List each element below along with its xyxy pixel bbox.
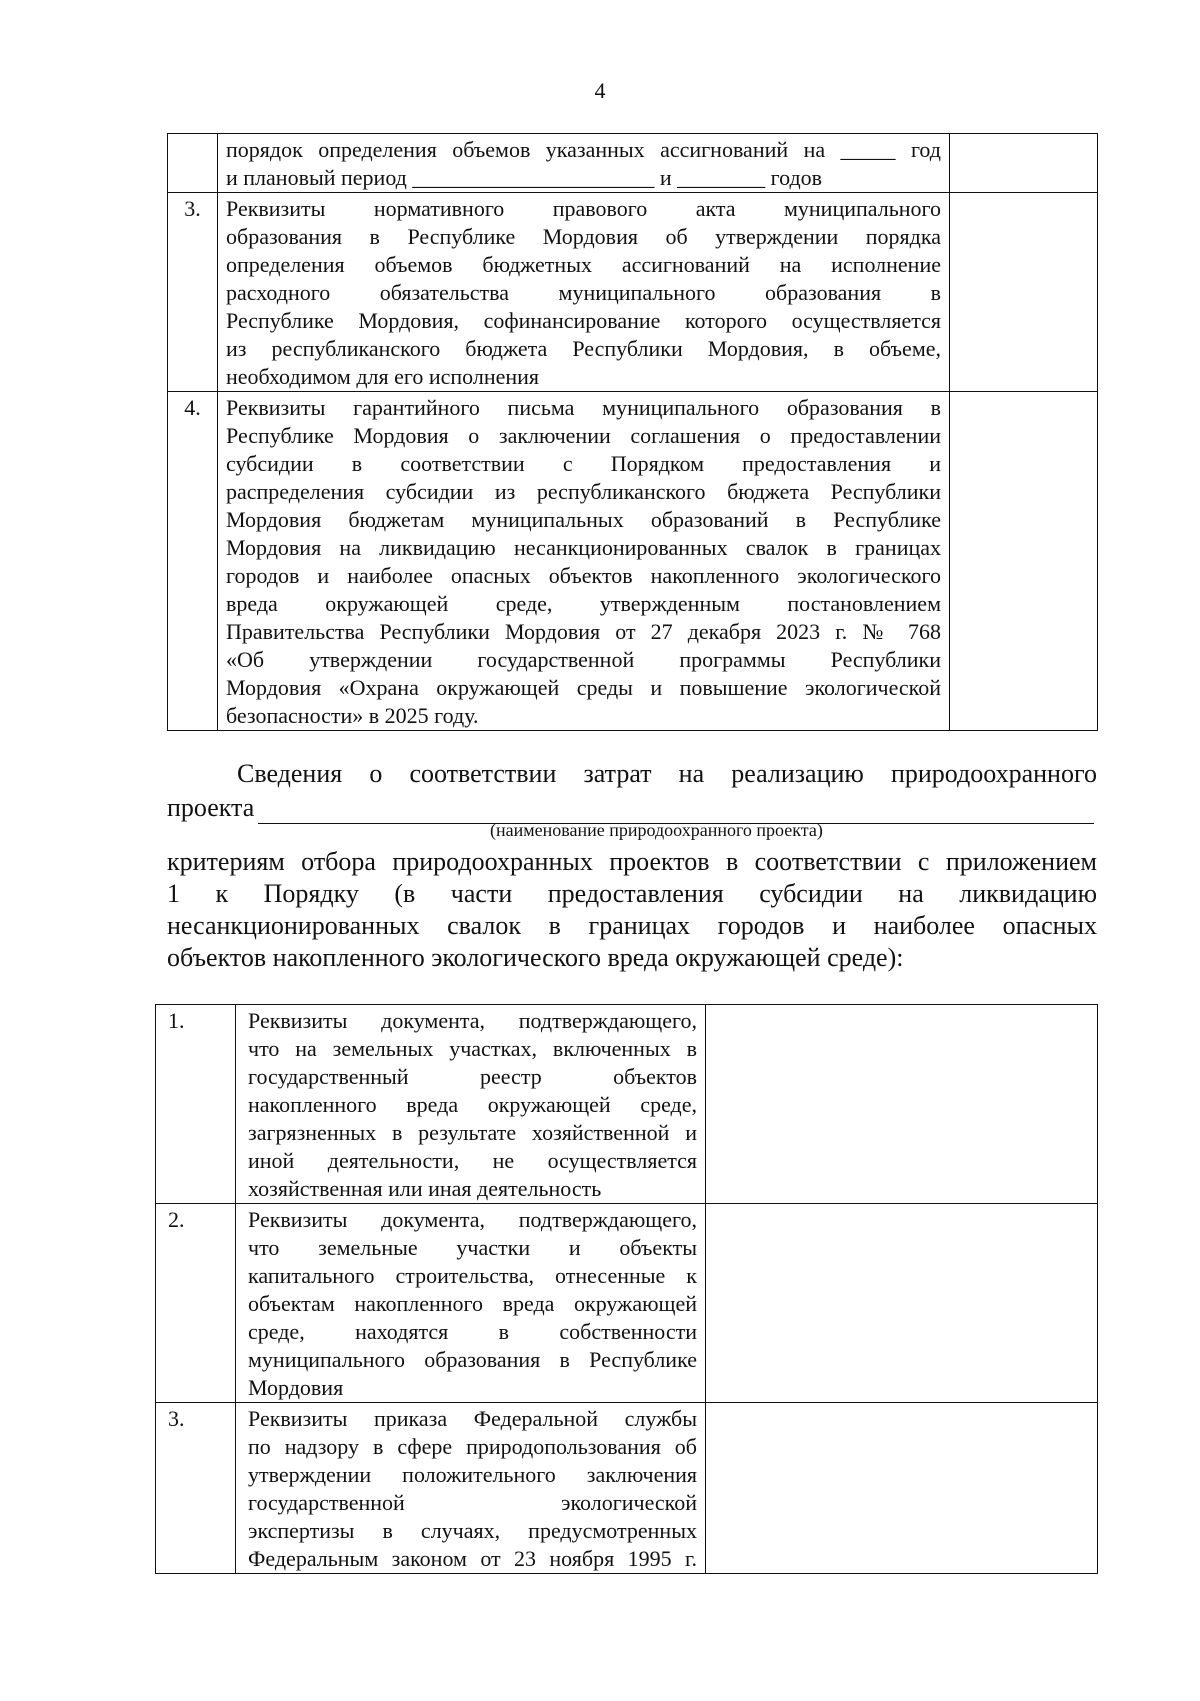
text-line: экспертизы в случаях, предусмотренных [248,1518,697,1543]
row-description [236,1204,706,1403]
text-line: Федеральным законом от 23 ноября 1995 г. [248,1546,697,1571]
text-line: накопленного вреда окружающей среде, [248,1092,697,1117]
text-line: Реквизиты приказа Федеральной службы [248,1406,697,1431]
text-line: что на земельных участках, включенных в [248,1036,697,1061]
requisites-table-continued [167,133,1098,731]
text-line: загрязненных в результате хозяйственной и [248,1120,697,1145]
text-line: Реквизиты документа, подтверждающего, [248,1008,697,1033]
text-line: Правительства Республики Мордовия от 27 декабря 2023 г. № 768 [226,619,941,644]
text-line: необходимом для его исполнения [226,364,540,389]
table-row [168,193,1098,392]
text-line: безопасности» в 2025 году. [226,703,479,728]
row-number: 4. [168,392,218,731]
text-line: капитального строительства, отнесенные к [248,1263,697,1288]
text-line: утверждении положительного заключения [248,1462,697,1487]
text-line: и плановый период ______________________ и ________ годов [226,165,823,190]
table-row [156,1403,1098,1574]
text-line: Реквизиты нормативного правового акта муниципального [226,196,941,221]
row-description [218,392,950,731]
text-line: Мордовия бюджетам муниципальных образований в Республике [226,507,941,532]
text-line: Реквизиты документа, подтверждающего, [248,1207,697,1232]
row-number [168,134,218,193]
text-line: Мордовия [248,1375,344,1400]
text-line: по надзору в сфере природопользования об [248,1434,697,1459]
row-description [236,1005,706,1204]
row-value-cell[interactable] [706,1005,1098,1204]
project-name-caption: (наименование природоохранного проекта) [490,820,823,840]
text-line: вреда окружающей среде, утвержденным постановлением [226,591,941,616]
text-line: критериям отбора природоохранных проектов в соответствии с приложением [167,847,1097,876]
text-line: муниципального образования в Республике [248,1347,697,1372]
text-line: иной деятельности, не осуществляется [248,1148,697,1173]
table-row [168,392,1098,731]
row-value-cell[interactable] [950,193,1098,392]
project-label: проекта [167,793,255,822]
criteria-paragraph [167,846,1097,974]
text-line: государственной экологической [248,1490,697,1515]
text-line: субсидии в соответствии с Порядком предоставления и [226,451,941,476]
text-line: Реквизиты гарантийного письма муниципального образования в [226,395,941,420]
criteria-table [155,1004,1098,1574]
page-number: 4 [594,78,606,103]
text-line: определения объемов бюджетных ассигнований на исполнение [226,252,941,277]
row-number: 3. [156,1403,236,1574]
text-line: что земельные участки и объекты [248,1235,697,1260]
text-line: городов и наиболее опасных объектов накопленного экологического [226,563,941,588]
text-line: государственный реестр объектов [248,1064,697,1089]
text-line: объектов накопленного экологического вреда окружающей среде): [167,943,904,972]
text-line: из республиканского бюджета Республики Мордовия, в объеме, [226,336,941,361]
row-value-cell[interactable] [950,134,1098,193]
text-line: образования в Республике Мордовия об утверждении порядка [226,224,941,249]
text-line: несанкционированных свалок в границах городов и наиболее опасных [167,911,1097,940]
row-number: 3. [168,193,218,392]
table-row [168,134,1098,193]
text-line: объектам накопленного вреда окружающей [248,1291,697,1316]
text-line: 1 к Порядку (в части предоставления субсидии на ликвидацию [167,879,1097,908]
row-value-cell[interactable] [950,392,1098,731]
text-line: Республике Мордовия о заключении соглашения о предоставлении [226,423,941,448]
table-row [156,1005,1098,1204]
text-line: хозяйственная или иная деятельность [248,1176,602,1201]
row-description [218,134,950,193]
section-heading: Сведения о соответствии затрат на реализацию природоохранного [237,759,1097,788]
text-line: среде, находятся в собственности [248,1319,697,1344]
text-line: Республике Мордовия, софинансирование которого осуществляется [226,308,941,333]
row-description [236,1403,706,1574]
text-line: распределения субсидии из республиканского бюджета Республики [226,479,941,504]
text-line: «Об утверждении государственной программы Республики [226,647,941,672]
text-line: порядок определения объемов указанных ассигнований на _____ год [226,137,941,162]
row-number: 2. [156,1204,236,1403]
table-row [156,1204,1098,1403]
text-line: расходного обязательства муниципального образования в [226,280,941,305]
row-description [218,193,950,392]
text-line: Мордовия «Охрана окружающей среды и повышение экологической [226,675,941,700]
row-number: 1. [156,1005,236,1204]
row-value-cell[interactable] [706,1204,1098,1403]
text-line: Мордовия на ликвидацию несанкционированных свалок в границах [226,535,941,560]
row-value-cell[interactable] [706,1403,1098,1574]
